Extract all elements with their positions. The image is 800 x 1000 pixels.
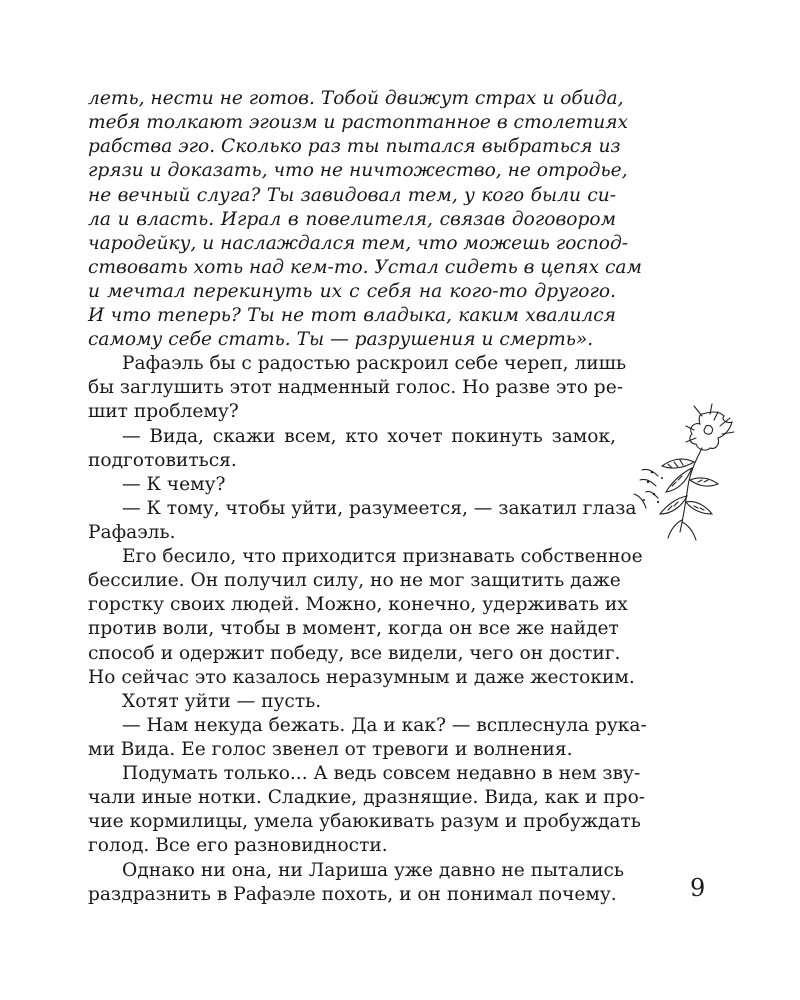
text-line: Хотят уйти — пусть.	[122, 691, 322, 712]
text-line: горстку своих людей. Можно, конечно, удерживать их	[88, 594, 628, 615]
text-line: подготовиться.	[88, 450, 237, 471]
botanical-flower-sketch-icon	[632, 402, 742, 542]
text-line: ми Вида. Ее голос звенел от тревоги и волнения.	[88, 739, 573, 760]
text-line: лeть, нести не готов. Тобой движут страх и обида,	[88, 88, 624, 109]
text-line: — К тому, чтобы уйти, разумеется, — закатил глаза	[122, 498, 637, 519]
text-line: Рафаэль.	[88, 522, 176, 543]
text-line: Рафаэль бы с радостью раскроил себе череп, лишь	[122, 353, 627, 374]
text-line: бы заглушить этот надменный голос. Но разве это ре-	[88, 377, 623, 398]
text-line: Подумать только... А ведь совсем недавно в нем зву-	[122, 763, 641, 784]
text-line: Однако ни она, ни Лариша уже давно не пытались	[122, 860, 625, 881]
text-line: грязи и доказать, что не ничтожество, не отродье,	[88, 160, 628, 181]
text-line: ла и власть. Играл в повелителя, связав договором	[88, 209, 616, 230]
text-line: чие кормилицы, умела убаюкивать разум и пробуждать	[88, 811, 641, 832]
text-line: шит проблему?	[88, 401, 239, 422]
text-line: — Нам некуда бежать. Да и как? — всплеснула рука-	[122, 715, 647, 736]
text-line: Его бесило, что приходится признавать собственное	[122, 546, 643, 567]
text-line: и мечтал перекинуть их с себя на кого-то другого.	[88, 281, 616, 302]
text-line: не вечный слуга? Ты завидовал тем, у кого были си-	[88, 185, 616, 206]
page-number: 9	[690, 874, 706, 902]
text-line: чали иные нотки. Сладкие, дразнящие. Вида, как и про-	[88, 787, 646, 808]
text-line: И что теперь? Ты не тот владыка, каким хвалился	[88, 305, 616, 326]
text-line: самому себе стать. Ты — разрушения и смерть».	[88, 329, 594, 350]
text-line: — К чему?	[122, 474, 226, 495]
text-line: тебя толкают эгоизм и растоптанное в столетиях	[88, 112, 629, 133]
text-line: ствовать хоть над кем-то. Устал сидеть в цепях сам	[88, 257, 642, 278]
text-line: способ и одержит победу, все видели, чего он достиг.	[88, 643, 621, 664]
text-line: Но сейчас это казалось неразумным и даже жестоким.	[88, 667, 635, 688]
text-line: бессилие. Он получил силу, но не мог защитить даже	[88, 570, 621, 591]
text-line: раздразнить в Рафаэле похоть, и он понимал почему.	[88, 884, 617, 905]
text-line: против воли, чтобы в момент, когда он все же найдет	[88, 618, 619, 639]
text-line: — Вида, скажи всем, кто хочет покинуть замок,	[122, 426, 616, 447]
text-line: голод. Все его разновидности.	[88, 835, 388, 856]
text-line: рабства эго. Сколько раз ты пытался выбраться из	[88, 136, 621, 157]
text-line: чародейку, и наслаждался тем, что можешь господ-	[88, 233, 629, 254]
